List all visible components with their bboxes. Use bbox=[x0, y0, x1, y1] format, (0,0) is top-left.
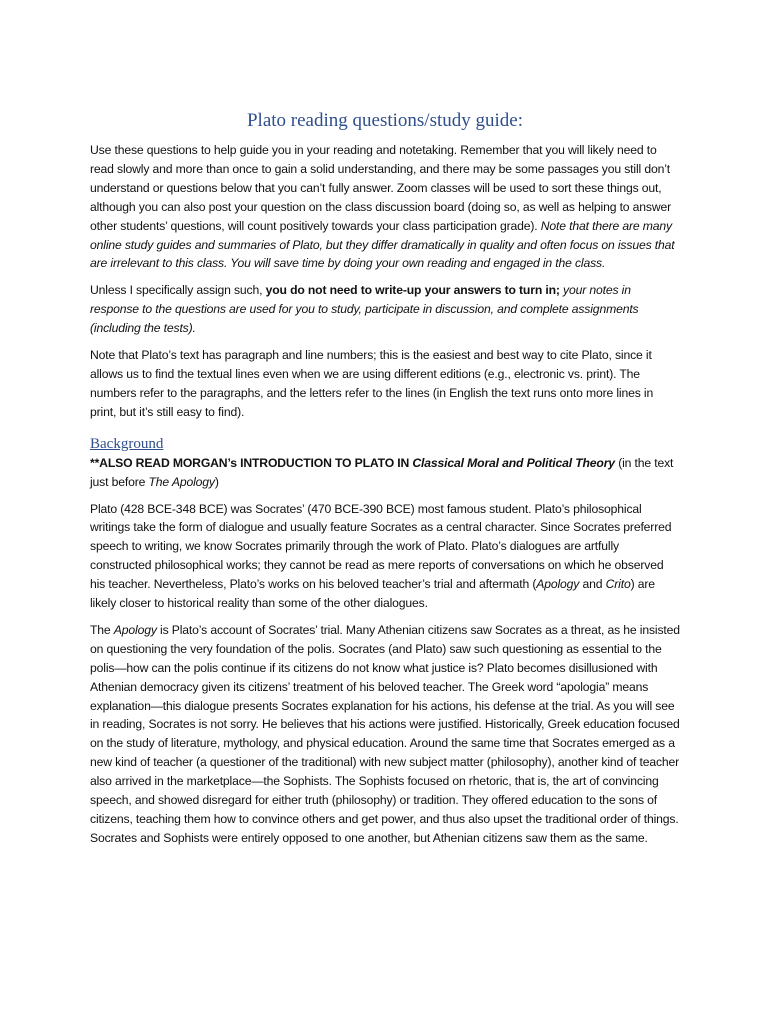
apology-work-title: Apology bbox=[113, 622, 157, 637]
plato-text-2: ) are likely closer to historical reality than some of the other dialogues. bbox=[90, 577, 655, 611]
assignment-text: Unless I specifically assign such, bbox=[90, 283, 266, 298]
intro-text: Use these questions to help guide you in your reading and notetaking. Remember that you will likely need to read slowly and more than once to gain a solid understanding, and there may be some passages you still don’t understand or questions below that you can’t fully answer. Zoom classes will be used to sort these things out, although you can also post your question on the class discussion board (doing so, as well as helping to answer other students’ questions, will count positively towards your class participation grade). bbox=[90, 143, 672, 233]
intro-paragraph bbox=[90, 141, 680, 273]
intro-italic-note: Note that there are many online study guides and summaries of Plato, but they differ dramatically in quality and often focus on issues that are irrelevant to this class. You will save time by doing your own reading and engaged in the class. bbox=[90, 218, 675, 271]
assignment-bold: you do not need to write-up your answers to turn in; bbox=[265, 283, 560, 298]
morgan-note bbox=[90, 454, 680, 492]
morgan-work-title: The Apology bbox=[148, 474, 215, 489]
plato-and: and bbox=[579, 577, 606, 592]
morgan-note-bold: **ALSO READ MORGAN’s INTRODUCTION TO PLATO IN bbox=[90, 455, 413, 470]
assignment-italic: your notes in response to the questions are used for you to study, participate in discussion, and complete assignments (including the tests). bbox=[90, 283, 639, 336]
assignment-paragraph bbox=[90, 281, 680, 338]
document-page bbox=[90, 108, 680, 856]
citation-paragraph: Note that Plato’s text has paragraph and line numbers; this is the easiest and best way to cite Plato, since it allows us to find the textual lines even when we are using different editions (e.g., electronic vs. print). The numbers refer to the paragraphs, and the letters refer to the lines (in English the text runs onto more lines in print, but it’s still easy to find). bbox=[90, 348, 654, 419]
plato-paragraph bbox=[90, 500, 680, 613]
apology-title: Apology bbox=[536, 577, 580, 592]
morgan-note-mid: (in the text just before bbox=[90, 455, 674, 489]
plato-text-1: Plato (428 BCE-348 BCE) was Socrates’ (470 BCE-390 BCE) most famous student. Plato’s philosophical writings take the form of dialogue and usually feature Socrates as a central character. Since Socrates preferred speech to writing, we know Socrates primarily through the work of Plato. Plato’s dialogues are artfully constructed philosophical works; they cannot be read as mere reports of conversations on which he observed his teacher. Nevertheless, Plato’s works on his beloved teacher’s trial and aftermath ( bbox=[90, 501, 672, 592]
apology-paragraph bbox=[90, 621, 680, 848]
morgan-note-end: ) bbox=[214, 474, 219, 489]
crito-title: Crito bbox=[605, 577, 631, 592]
background-heading: Background bbox=[90, 435, 164, 452]
apology-lead: The bbox=[90, 622, 114, 637]
apology-text: is Plato’s account of Socrates’ trial. Many Athenian citizens saw Socrates as a threat, as he insisted on questioning the very foundation of the polis. Socrates (and Plato) saw such questioning as essential to the polis—how can the polis continue if its citizens do not know what justice is? Plato becomes disillusioned with Athenian democracy given its citizens’ treatment of his beloved teacher. The Greek word “apologia” means explanation—this dialogue presents Socrates explanation for his actions, his defense at the trial. As you will see in reading, Socrates is not sorry. He believes that his actions were justified. Historically, Greek education focused on the study of literature, mythology, and physical education. Around the same time that Socrates emerged as a new kind of teacher (a questioner of the traditional) with new subject matter (philosophy), another kind of teacher also arrived in the marketplace—the Sophists. The Sophists focused on rhetoric, that is, the art of convincing speech, and showed disregard for either truth (philosophy) or tradition. They offered education to the sons of citizens, teaching them how to convince others and get power, and thus also upset the traditional order of things. Socrates and Sophists were entirely opposed to one another, but Athenian citizens saw them as the same. bbox=[90, 622, 680, 845]
document-title: Plato reading questions/study guide: bbox=[246, 110, 523, 131]
morgan-book-title: Classical Moral and Political Theory bbox=[412, 455, 615, 470]
